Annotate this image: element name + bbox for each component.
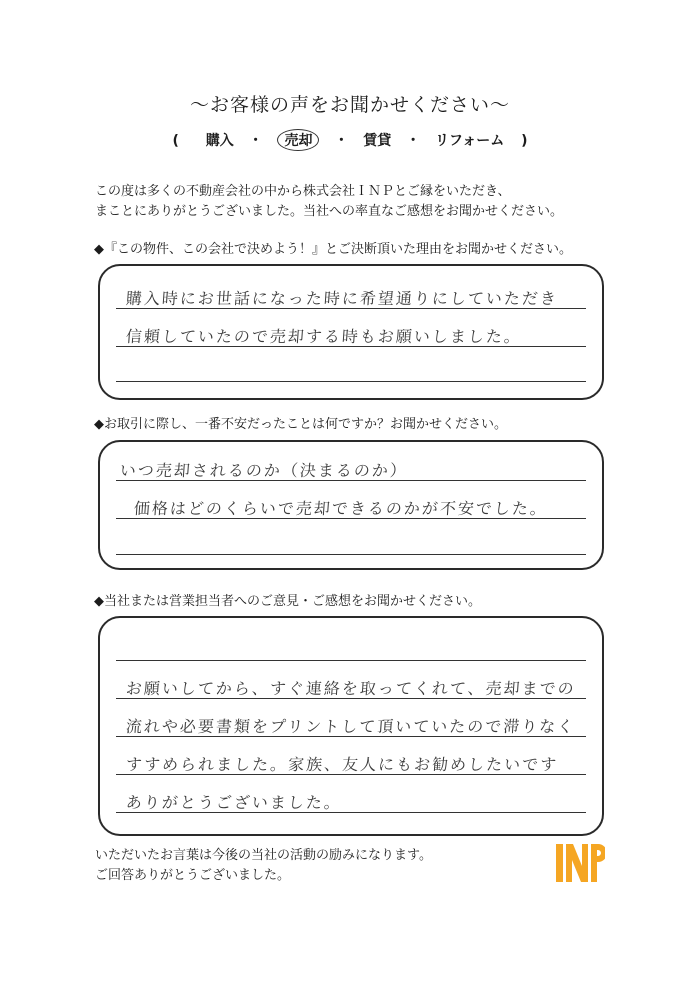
- answer-box-1: [98, 264, 604, 400]
- intro-line-2: まことにありがとうございました。当社への率直なご感想をお聞かせください。: [95, 204, 564, 219]
- ruled-line: [116, 381, 586, 382]
- category-rental: 賃貸: [363, 133, 392, 149]
- question-1: ◆『この物件、この会社で決めよう！』とご決断頂いた理由をお聞かせください。: [94, 242, 572, 257]
- question-3: ◆当社または営業担当者へのご意見・ご感想をお聞かせください。: [94, 594, 481, 609]
- category-sale-circled: 売却: [277, 129, 319, 151]
- answer-box-2: [98, 440, 604, 570]
- handwritten-answer-2-line-2: 価格はどのくらいで売却できるのかが不安でした。: [133, 499, 549, 518]
- category-separator: ・: [334, 133, 349, 149]
- question-2: ◆お取引に際し、一番不安だったことは何ですか？お聞かせください。: [94, 417, 507, 432]
- handwritten-answer-3-line-4: ありがとうございました。: [125, 793, 343, 812]
- handwritten-answer-3-line-1: お願いしてから、すぐ連絡を取ってくれて、売却までの: [125, 679, 577, 698]
- category-purchase: 購入: [205, 133, 234, 149]
- ruled-line: [116, 660, 586, 661]
- category-selector: [0, 129, 700, 151]
- inp-logo: [555, 840, 605, 884]
- intro-line-1: この度は多くの不動産会社の中から株式会社ＩＮＰとご縁をいただき、: [95, 184, 511, 199]
- handwritten-answer-1-line-1: 購入時にお世話になった時に希望通りにしていただき: [125, 289, 559, 308]
- category-reform: リフォーム: [434, 133, 505, 149]
- category-separator: ・: [248, 133, 263, 149]
- category-separator: ・: [406, 133, 421, 149]
- paren-close: ): [521, 133, 528, 149]
- closing-text: [95, 846, 432, 886]
- handwritten-answer-3-line-3: すすめられました。家族、友人にもお勧めしたいです: [125, 755, 559, 774]
- inp-logo-mark: [556, 844, 605, 882]
- handwritten-answer-2-line-1: いつ売却されるのか（決まるのか）: [119, 461, 409, 480]
- closing-line-1: いただいたお言葉は今後の当社の活動の励みになります。: [95, 848, 432, 863]
- handwritten-answer-1-line-2: 信頼していたので売却する時もお願いしました。: [125, 327, 523, 346]
- intro-text: [95, 182, 563, 222]
- handwritten-answer-3-line-2: 流れや必要書類をプリントして頂いていたので滞りなく: [125, 717, 576, 736]
- page-title: ～お客様の声をお聞かせください～: [189, 94, 510, 116]
- answer-box-3: [98, 616, 604, 836]
- ruled-line: [116, 554, 586, 555]
- paren-open: (: [172, 133, 179, 149]
- closing-line-2: ご回答ありがとうございました。: [95, 868, 291, 883]
